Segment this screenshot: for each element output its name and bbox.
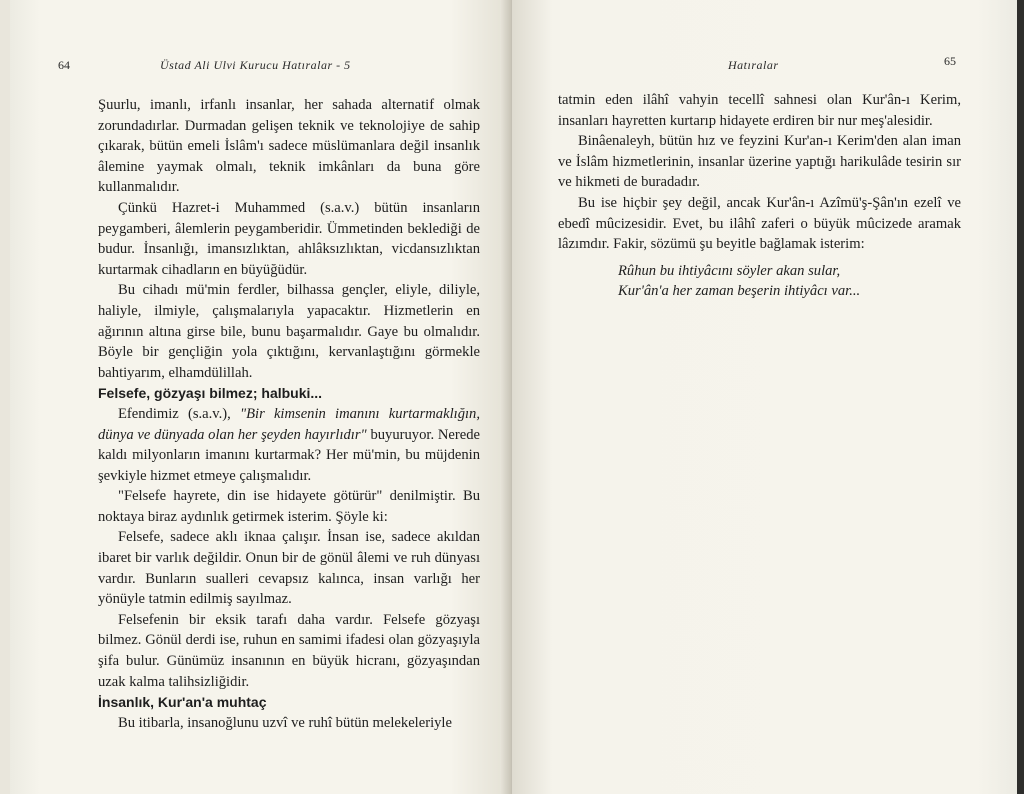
paragraph: Binâenaleyh, bütün hız ve feyzini Kur'an-ı Kerim'den alan iman ve İslâm hizmetlerinin, insanlar üzerine yaptığı harikulâde tesirin sır ve hikmeti de buradadır. <box>558 133 961 191</box>
section-heading: Felsefe, gözyaşı bilmez; halbuki... <box>98 385 323 402</box>
right-body <box>558 90 961 302</box>
right-page <box>512 0 1017 794</box>
quote-outro: buyuruyor. Nerede kaldı milyonların imanını kurtarmak? Her mü'min, bu müjdenin şevkiyle hizmet etmeye çalışmalıdır. <box>98 426 480 484</box>
paragraph <box>98 404 480 486</box>
quote-italic: "Bir kimsenin imanını kurtarmaklığın, dünya ve dünyada olan her şeyden hayırlıdır" <box>98 405 480 443</box>
paragraph: Felsefenin bir eksik tarafı daha vardır. Felsefe gözyaşı bilmez. Gönül derdi ise, ruhun en samimi ifadesi olan gözyaşıyla şifa bulur. Günümüz insanının en büyük hicranı, gözyaşından uzak kalma talihsizliğidir. <box>98 611 480 690</box>
verse-line: Rûhun bu ihtiyâcını söyler akan sular, <box>618 262 841 279</box>
verse-line: Kur'ân'a her zaman beşerin ihtiyâcı var... <box>618 283 861 300</box>
paragraph: Çünkü Hazret-i Muhammed (s.a.v.) bütün insanların peygamberi, âlemlerin peygamberidir. Ümmetinden beklediği de budur. İnsanlığı, imansızlıktan, ahlâksızlıktan, vicdansızlıktan kurtarmak cihadların en büyüğüdür. <box>98 199 480 278</box>
left-page <box>10 0 510 794</box>
paragraph: Şuurlu, imanlı, irfanlı insanlar, her sahada alternatif olmak zorundadırlar. Durmadan gelişen teknik ve teknolojiye de sahip çıkarak, bütün emeli İslâm'ı sadece müslümanlara değil insanlık âlemine yaymak olmalı, teknik imkânları da buna göre kullanmalıdır. <box>98 97 480 196</box>
left-running-head: Üstad Ali Ulvi Kurucu Hatıralar - 5 <box>160 58 351 72</box>
paragraph: "Felsefe hayrete, din ise hidayete götürür" denilmiştir. Bu noktaya biraz aydınlık getirmek isterim. Şöyle ki: <box>98 488 480 525</box>
quote-intro: Efendimiz (s.a.v.), <box>118 405 240 422</box>
section-heading: İnsanlık, Kur'an'a muhtaç <box>98 694 267 711</box>
paragraph: Bu cihadı mü'min ferdler, bilhassa gençler, eliyle, diliyle, haliyle, ilmiyle, çalışmalarıyla yapacaktır. Hizmetlerin en ağırının altına girse bile, bunu başarmalıdır. Gaye bu olmalıdır. Böyle bir gençliğin yola çıktığını, kervanlaştığını görmekle bahtiyarım, elhamdülillah. <box>98 282 480 381</box>
right-running-head: Hatıralar <box>728 58 779 72</box>
scan-edge <box>1017 0 1024 794</box>
left-body <box>98 95 480 733</box>
left-page-number: 64 <box>58 58 70 72</box>
paragraph: Bu ise hiçbir şey değil, ancak Kur'ân-ı Azîmü'ş-Şân'ın ezelî ve ebedî mûcizesidir. Evet, bu ilâhî zaferi o büyük mûcizede aramak lâzımdır. Fakir, sözümü şu beyitle bağlamak isterim: <box>558 194 961 253</box>
right-page-number: 65 <box>944 54 956 68</box>
paragraph: Felsefe, sadece aklı iknaa çalışır. İnsan ise, sadece akıldan ibaret bir varlık değildir. Onun bir de gönül âlemi ve ruh dünyası vardır. Bunların sualleri cevapsız kalınca, insan varlığı her yönüyle tatmin edilmiş sayılmaz. <box>98 529 480 608</box>
paragraph: tatmin eden ilâhî vahyin tecellî sahnesi olan Kur'ân-ı Kerim, insanları hayretten kurtarıp hidayete erdiren bir nur meş'alesidir. <box>558 92 961 129</box>
paragraph: Bu itibarla, insanoğlunu uzvî ve ruhî bütün melekeleriyle <box>118 714 452 731</box>
